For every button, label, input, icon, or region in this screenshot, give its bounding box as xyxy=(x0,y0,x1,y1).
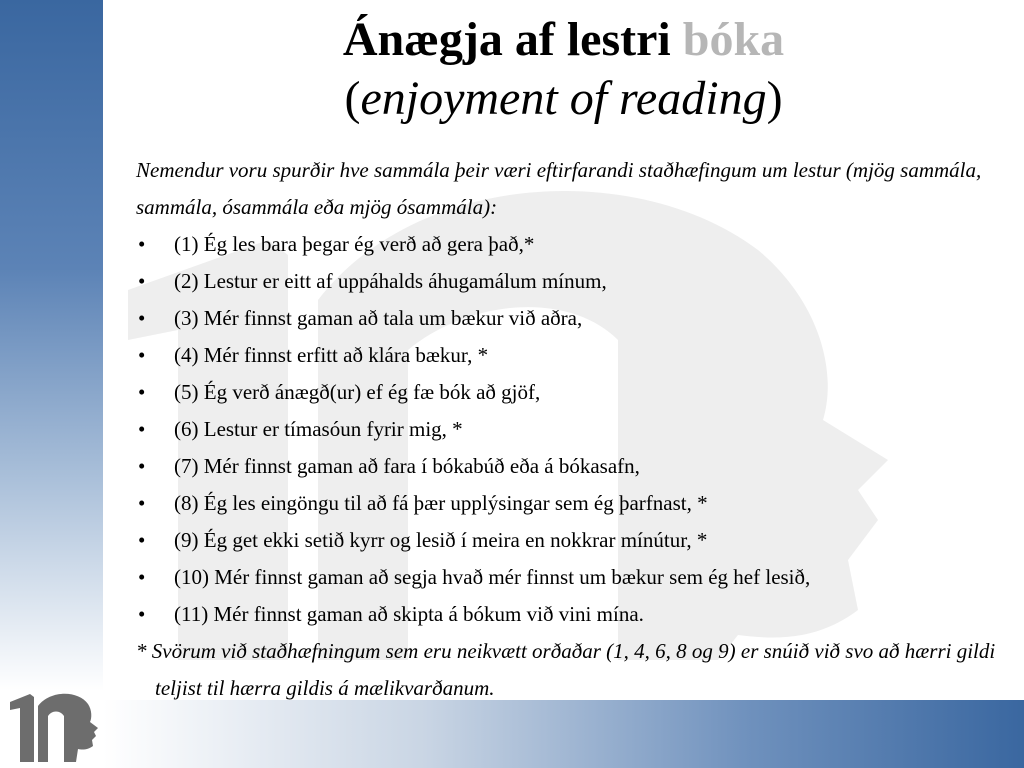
title-line-1 xyxy=(103,10,1024,70)
statement-list xyxy=(136,226,1006,633)
bullet-icon: • xyxy=(138,602,146,626)
n-head-logo-icon xyxy=(8,688,100,764)
bottom-gradient-bar xyxy=(103,700,1024,768)
title-bold-text: Ánægja af lestri xyxy=(342,13,671,66)
list-item-text: (3) Mér finnst gaman að tala um bækur við aðra, xyxy=(174,306,583,330)
left-gradient-bar xyxy=(0,0,103,768)
list-item-text: (8) Ég les eingöngu til að fá þær upplýsingar sem ég þarfnast, * xyxy=(174,491,708,515)
title-italic-text: enjoyment of reading xyxy=(360,72,767,125)
list-item xyxy=(136,411,1006,448)
list-item xyxy=(136,559,1006,596)
list-item xyxy=(136,522,1006,559)
bullet-icon: • xyxy=(138,454,146,478)
bullet-icon: • xyxy=(138,491,146,515)
list-item-text: (6) Lestur er tímasóun fyrir mig, * xyxy=(174,417,463,441)
list-item-text: (5) Ég verð ánægð(ur) ef ég fæ bók að gjöf, xyxy=(174,380,541,404)
list-item-text: (2) Lestur er eitt af uppáhalds áhugamálum mínum, xyxy=(174,269,607,293)
list-item xyxy=(136,337,1006,374)
list-item xyxy=(136,596,1006,633)
bullet-icon: • xyxy=(138,528,146,552)
title-open-paren: ( xyxy=(344,72,361,125)
bullet-icon: • xyxy=(138,565,146,589)
list-item xyxy=(136,263,1006,300)
list-item xyxy=(136,300,1006,337)
bullet-icon: • xyxy=(138,380,146,404)
title-line-2 xyxy=(103,70,1024,128)
list-item xyxy=(136,226,1006,263)
footnote-text: * Svörum við staðhæfningum sem eru neikvætt orðaðar (1, 4, 6, 8 og 9) er snúið við svo að hærri gildi teljist til hærra gildis á mælikvarðanum. xyxy=(136,639,996,700)
list-item xyxy=(136,485,1006,522)
list-item-text: (10) Mér finnst gaman að segja hvað mér finnst um bækur sem ég hef lesið, xyxy=(174,565,811,589)
list-item-text: (7) Mér finnst gaman að fara í bókabúð eða á bókasafn, xyxy=(174,454,640,478)
bullet-icon: • xyxy=(138,232,146,256)
bullet-icon: • xyxy=(138,417,146,441)
list-item-text: (4) Mér finnst erfitt að klára bækur, * xyxy=(174,343,489,367)
list-item xyxy=(136,448,1006,485)
title-close-paren: ) xyxy=(766,72,783,125)
title-accent-text: bóka xyxy=(682,13,785,66)
bullet-icon: • xyxy=(138,269,146,293)
list-item-text: (11) Mér finnst gaman að skipta á bókum við vini mína. xyxy=(174,602,644,626)
slide-title xyxy=(103,10,1024,128)
bullet-icon: • xyxy=(138,306,146,330)
list-item-text: (1) Ég les bara þegar ég verð að gera það,* xyxy=(174,232,535,256)
bullet-icon: • xyxy=(138,343,146,367)
intro-text: Nemendur voru spurðir hve sammála þeir væri eftirfarandi staðhæfingum um lestur (mjög sammála, sammála, ósammála eða mjög ósammála): xyxy=(136,158,982,219)
list-item xyxy=(136,374,1006,411)
list-item-text: (9) Ég get ekki setið kyrr og lesið í meira en nokkrar mínútur, * xyxy=(174,528,708,552)
slide-body xyxy=(136,152,1006,707)
